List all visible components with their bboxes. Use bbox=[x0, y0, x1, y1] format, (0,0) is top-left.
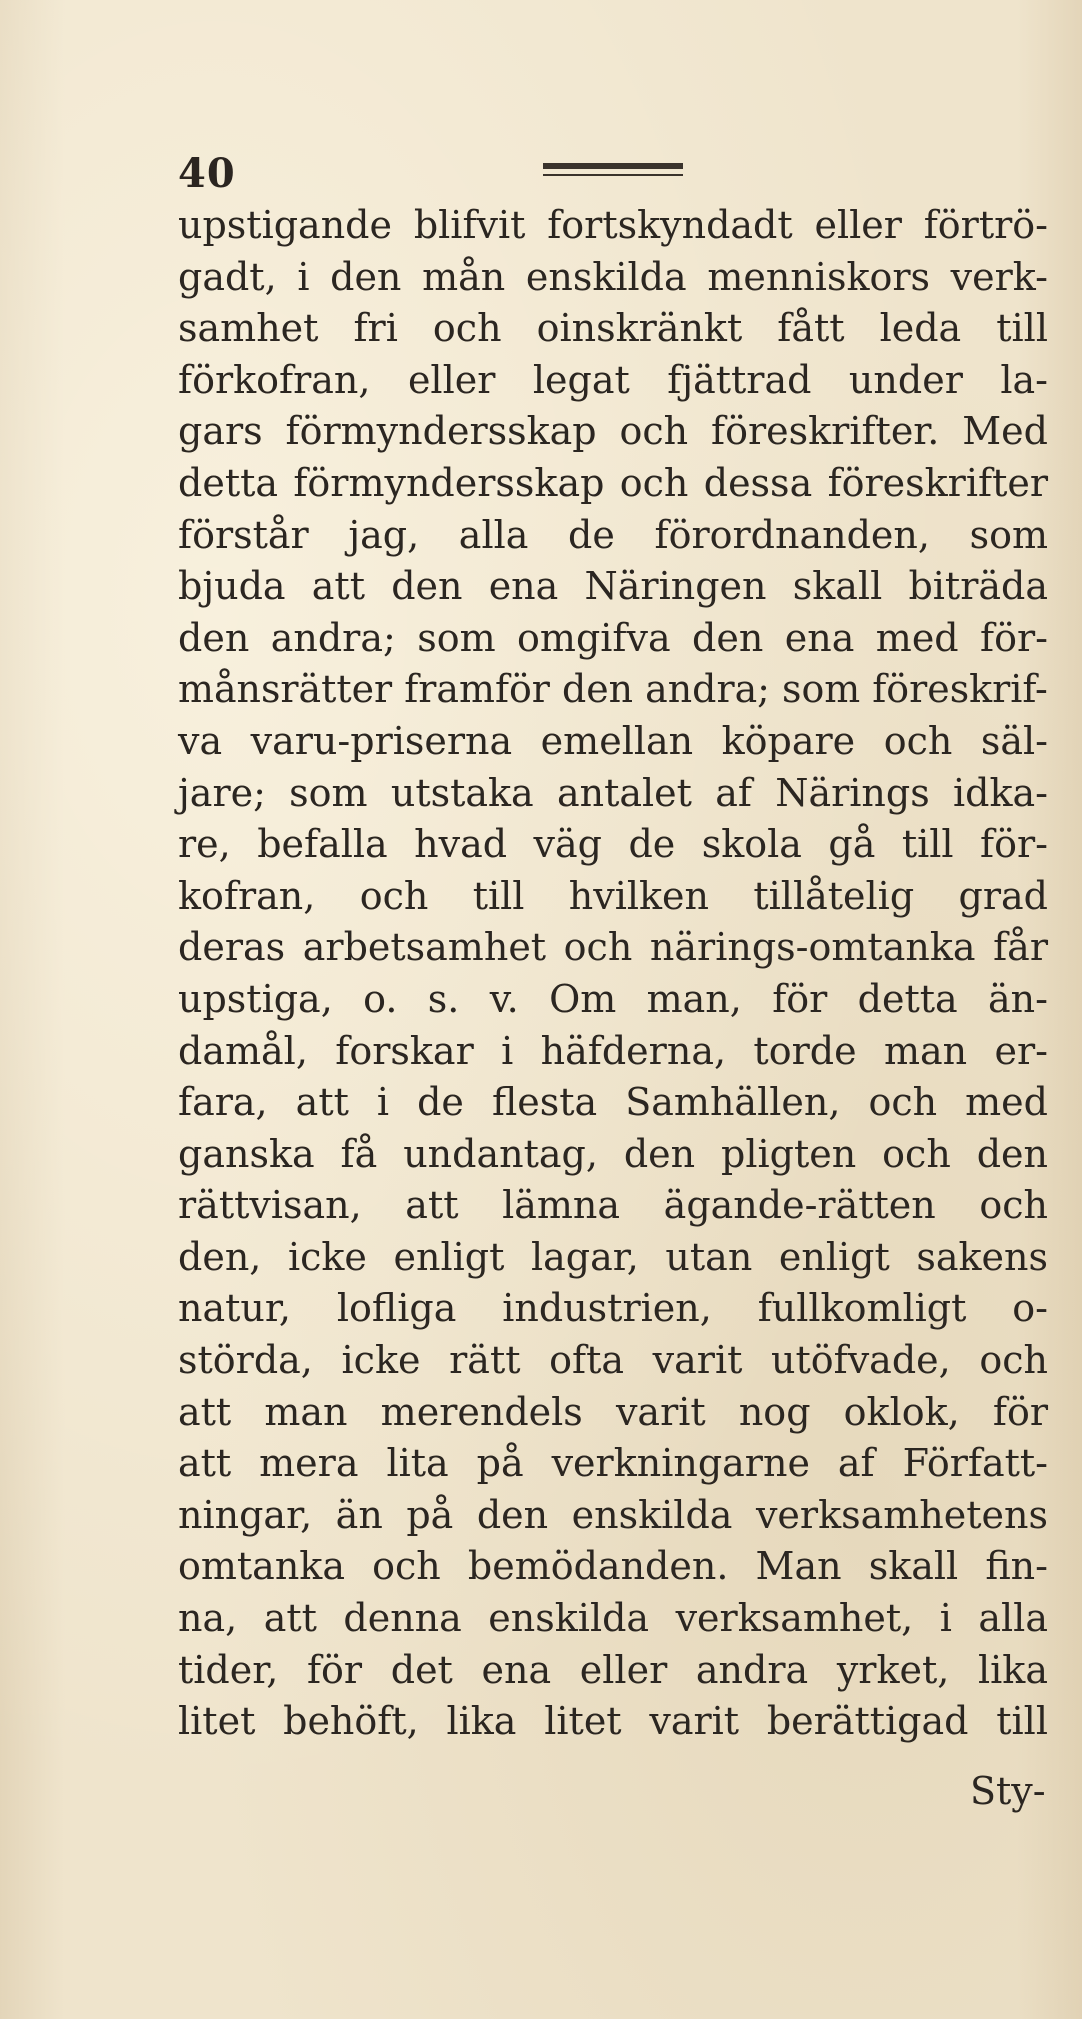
text-line: tider, för det ena eller andra yrket, lika bbox=[178, 1647, 1048, 1692]
text-line: ganska få undantag, den pligten och den bbox=[178, 1131, 1048, 1176]
text-line: re, befalla hvad väg de skola gå till för- bbox=[178, 822, 1048, 867]
text-line: va varu-priserna emellan köpare och säl- bbox=[178, 718, 1048, 763]
text-line: rättvisan, att lämna ägande-rätten och bbox=[178, 1183, 1048, 1228]
text-line: fara, att i de flesta Samhällen, och med bbox=[178, 1080, 1048, 1125]
text-line: att man merendels varit nog oklok, för bbox=[178, 1389, 1048, 1434]
text-line: na, att denna enskilda verksamhet, i alla bbox=[178, 1596, 1048, 1641]
text-line: den, icke enligt lagar, utan enligt sakens bbox=[178, 1234, 1048, 1279]
text-line: förstår jag, alla de förordnanden, som bbox=[178, 512, 1048, 557]
text-line: upstiga, o. s. v. Om man, för detta än- bbox=[178, 976, 1048, 1021]
text-line: bjuda att den ena Näringen skall biträda bbox=[178, 564, 1048, 609]
text-line: förkofran, eller legat fjättrad under la- bbox=[178, 357, 1048, 402]
text-line: gars förmyndersskap och föreskrifter. Med bbox=[178, 409, 1048, 454]
text-line: damål, forskar i häfderna, torde man er- bbox=[178, 1028, 1048, 1073]
text-line: gadt, i den mån enskilda menniskors verk- bbox=[178, 254, 1048, 299]
header-rule-thick bbox=[543, 163, 683, 169]
text-line: detta förmyndersskap och dessa föreskrifter bbox=[178, 460, 1048, 505]
text-line: deras arbetsamhet och närings-omtanka får bbox=[178, 925, 1048, 970]
text-line: omtanka och bemödanden. Man skall fin- bbox=[178, 1544, 1048, 1589]
text-line: litet behöft, lika litet varit berättigad till bbox=[178, 1699, 1048, 1744]
header-rule bbox=[543, 163, 683, 179]
text-line: samhet fri och oinskränkt fått leda till bbox=[178, 306, 1048, 351]
text-line: kofran, och till hvilken tillåtelig grad bbox=[178, 873, 1048, 918]
text-line: störda, icke rätt ofta varit utöfvade, och bbox=[178, 1338, 1048, 1383]
text-line: upstigande blifvit fortskyndadt eller förtrö- bbox=[178, 203, 1048, 247]
text-line: ningar, än på den enskilda verksamhetens bbox=[178, 1492, 1048, 1537]
body-text bbox=[178, 200, 1048, 1748]
text-line: månsrätter framför den andra; som föreskrif- bbox=[178, 667, 1048, 712]
text-line: natur, lofliga industrien, fullkomligt o- bbox=[178, 1286, 1048, 1331]
page-number: 40 bbox=[178, 150, 236, 197]
text-line: den andra; som omgifva den ena med för- bbox=[178, 615, 1048, 660]
text-line: att mera lita på verkningarne af Författ- bbox=[178, 1441, 1048, 1486]
text-line: jare; som utstaka antalet af Närings idka- bbox=[178, 770, 1048, 815]
header-rule-thin bbox=[543, 174, 683, 176]
catchword: Sty- bbox=[970, 1769, 1046, 1813]
